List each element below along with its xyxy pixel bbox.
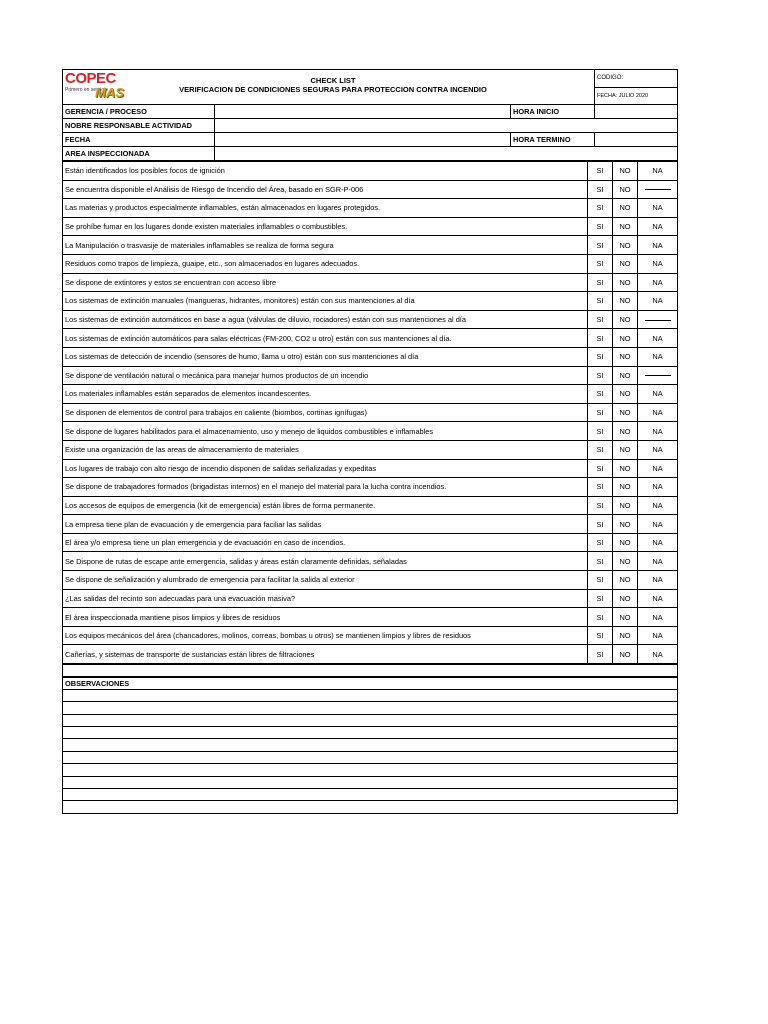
- question-text: Los sistemas de extinción automáticos en base a agua (válvulas de diluvio, rociadores) están con sus mantenciones al día: [63, 310, 588, 329]
- answer-si[interactable]: SI: [588, 626, 613, 645]
- question-text: Se dispone de extintores y estos se encuentran con acceso libre: [63, 273, 588, 292]
- answer-si[interactable]: SI: [588, 180, 613, 199]
- question-text: Cañerías, y sistemas de transporte de sustancias están libres de filtraciones: [63, 645, 588, 664]
- observaciones-input[interactable]: [63, 702, 678, 714]
- answer-no[interactable]: NO: [613, 217, 638, 236]
- answer-si[interactable]: SI: [588, 571, 613, 590]
- question-row: [63, 347, 678, 366]
- question-row: [63, 199, 678, 218]
- question-text: Existe una organización de las areas de almacenamiento de materiales: [63, 440, 588, 459]
- question-row: [63, 180, 678, 199]
- answer-si[interactable]: SI: [588, 366, 613, 385]
- question-row: [63, 236, 678, 255]
- answer-no[interactable]: NO: [613, 608, 638, 627]
- question-row: [63, 403, 678, 422]
- checklist-sheet: [62, 69, 677, 814]
- question-row: [63, 478, 678, 497]
- observaciones-input[interactable]: [63, 739, 678, 751]
- question-row: [63, 552, 678, 571]
- answer-no[interactable]: NO: [613, 347, 638, 366]
- question-text: Se dispone de lugares habilitados para el almacenamiento, uso y menejo de liquidos combustibles e inflamables: [63, 422, 588, 441]
- question-row: [63, 366, 678, 385]
- question-row: [63, 589, 678, 608]
- answer-no[interactable]: NO: [613, 533, 638, 552]
- observaciones-input[interactable]: [63, 776, 678, 788]
- answer-si[interactable]: SI: [588, 533, 613, 552]
- answer-si[interactable]: SI: [588, 478, 613, 497]
- answer-na-disabled: [638, 366, 678, 385]
- answer-si[interactable]: SI: [588, 162, 613, 181]
- answer-si[interactable]: SI: [588, 329, 613, 348]
- observaciones-input[interactable]: [63, 788, 678, 800]
- area-label: AREA INSPECCIONADA: [63, 147, 215, 161]
- answer-no[interactable]: NO: [613, 385, 638, 404]
- question-row: [63, 645, 678, 664]
- answer-na[interactable]: NA: [638, 329, 678, 348]
- answer-no[interactable]: NO: [613, 199, 638, 218]
- questions-table: [62, 161, 678, 664]
- question-row: [63, 440, 678, 459]
- question-text: Se Dispone de rutas de escape ante emergencia, salidas y áreas están claramente definidas, señaladas: [63, 552, 588, 571]
- hora-inicio-label: HORA INICIO: [511, 105, 595, 119]
- observaciones-line: [63, 776, 678, 788]
- question-row: [63, 329, 678, 348]
- question-row: [63, 254, 678, 273]
- answer-na[interactable]: NA: [638, 217, 678, 236]
- answer-si[interactable]: SI: [588, 608, 613, 627]
- answer-na[interactable]: NA: [638, 440, 678, 459]
- question-text: Los equipos mecánicos del área (chancadores, molinos, correas, bombas u otros) se mantienen limpios y libres de residuos: [63, 626, 588, 645]
- answer-na[interactable]: NA: [638, 162, 678, 181]
- answer-no[interactable]: NO: [613, 329, 638, 348]
- answer-no[interactable]: NO: [613, 180, 638, 199]
- question-row: [63, 496, 678, 515]
- observaciones-line: [63, 689, 678, 701]
- question-row: [63, 608, 678, 627]
- answer-na[interactable]: NA: [638, 292, 678, 311]
- responsable-label: NOBRE RESPONSABLE ACTIVIDAD: [63, 119, 215, 133]
- answer-na[interactable]: NA: [638, 422, 678, 441]
- answer-si[interactable]: SI: [588, 273, 613, 292]
- question-row: [63, 515, 678, 534]
- question-text: Los accesos de equipos de emergencia (kit de emergencia) están libres de forma permanente.: [63, 496, 588, 515]
- answer-no[interactable]: NO: [613, 292, 638, 311]
- answer-na[interactable]: NA: [638, 273, 678, 292]
- answer-no[interactable]: NO: [613, 515, 638, 534]
- observaciones-line: [63, 764, 678, 776]
- question-row: [63, 217, 678, 236]
- answer-no[interactable]: NO: [613, 403, 638, 422]
- answer-no[interactable]: NO: [613, 496, 638, 515]
- answer-no[interactable]: NO: [613, 626, 638, 645]
- question-text: Se dispone de señalización y alumbrado de emergencia para facilitar la salida al exterior: [63, 571, 588, 590]
- answer-na[interactable]: NA: [638, 459, 678, 478]
- logo-tagline: Primero en servicio: [65, 87, 108, 93]
- question-text: Se dispone de ventilación natural o mecánica para manejar humos productos de un incendio: [63, 366, 588, 385]
- gerencia-input[interactable]: [215, 105, 511, 119]
- dash-line: [645, 320, 671, 321]
- answer-si[interactable]: SI: [588, 552, 613, 571]
- question-row: [63, 162, 678, 181]
- answer-na[interactable]: NA: [638, 236, 678, 255]
- question-row: [63, 292, 678, 311]
- question-text: El área inspeccionada mantiene pisos limpios y libres de residuos: [63, 608, 588, 627]
- question-row: [63, 385, 678, 404]
- observaciones-input[interactable]: [63, 714, 678, 726]
- answer-si[interactable]: SI: [588, 292, 613, 311]
- question-row: [63, 626, 678, 645]
- answer-no[interactable]: NO: [613, 552, 638, 571]
- answer-na[interactable]: NA: [638, 199, 678, 218]
- observaciones-line: [63, 726, 678, 738]
- observaciones-line: [63, 801, 678, 813]
- dash-line: [645, 189, 671, 190]
- question-row: [63, 533, 678, 552]
- logo-mark: MAS: [95, 85, 124, 100]
- answer-na[interactable]: NA: [638, 533, 678, 552]
- question-text: La empresa tiene plan de evacuación y de emergencia para faciliar las salidas: [63, 515, 588, 534]
- area-input[interactable]: [215, 147, 678, 161]
- header-table: [62, 69, 678, 161]
- question-text: Se encuentra disponible el Análisis de Riesgo de Incendio del Área, basado en SGR-P-006: [63, 180, 588, 199]
- hora-termino-label: HORA TERMINO: [511, 133, 595, 147]
- question-text: Se dispone de trabajadores formados (brigadistas internos) en el manejo del material para la lucha contra incendios.: [63, 478, 588, 497]
- answer-na[interactable]: NA: [638, 385, 678, 404]
- answer-na[interactable]: NA: [638, 403, 678, 422]
- question-text: Los sistemas de extinción automáticos para salas eléctricas (FM-200, CO2 u otro) están con sus mantenciones al día.: [63, 329, 588, 348]
- answer-no[interactable]: NO: [613, 273, 638, 292]
- answer-si[interactable]: SI: [588, 310, 613, 329]
- answer-na-disabled: [638, 310, 678, 329]
- answer-na[interactable]: NA: [638, 608, 678, 627]
- question-text: El área y/o empresa tiene un plan emergencia y de evacuación en caso de incendios.: [63, 533, 588, 552]
- question-row: [63, 571, 678, 590]
- question-row: [63, 459, 678, 478]
- answer-si[interactable]: SI: [588, 217, 613, 236]
- question-row: [63, 310, 678, 329]
- answer-na[interactable]: NA: [638, 515, 678, 534]
- question-text: Los sistemas de detección de incendio (sensores de humo, llama u otro) están con sus mantenciones al día: [63, 347, 588, 366]
- observaciones-label: OBSERVACIONES: [63, 677, 678, 689]
- observaciones-line: [63, 714, 678, 726]
- answer-na[interactable]: NA: [638, 478, 678, 497]
- answer-no[interactable]: NO: [613, 254, 638, 273]
- answer-na[interactable]: NA: [638, 552, 678, 571]
- answer-no[interactable]: NO: [613, 645, 638, 664]
- fecha-doc-cell: FECHA: JULIO 2020: [595, 87, 678, 105]
- question-text: Se prohíbe fumar en los lugares donde existen materiales inflamables o combustibles.: [63, 217, 588, 236]
- observaciones-input[interactable]: [63, 751, 678, 763]
- question-row: [63, 273, 678, 292]
- title-line-1: CHECK LIST: [310, 76, 356, 85]
- question-text: Se disponen de elementos de control para trabajos en caliente (biombos, cortinas ignífugas): [63, 403, 588, 422]
- gerencia-label: GERENCIA / PROCESO: [63, 105, 215, 119]
- observaciones-input[interactable]: [63, 726, 678, 738]
- answer-si[interactable]: SI: [588, 236, 613, 255]
- observaciones-input[interactable]: [63, 801, 678, 813]
- answer-na[interactable]: NA: [638, 254, 678, 273]
- answer-no[interactable]: NO: [613, 589, 638, 608]
- observaciones-line: [63, 739, 678, 751]
- dash-line: [645, 375, 671, 376]
- question-text: ¿Las salidas del recinto son adecuadas para una evacuación masiva?: [63, 589, 588, 608]
- answer-si[interactable]: SI: [588, 515, 613, 534]
- answer-si[interactable]: SI: [588, 645, 613, 664]
- question-text: La Manipulación o trasvasije de materiales inflamables se realiza de forma segura: [63, 236, 588, 255]
- fecha-input[interactable]: [215, 133, 511, 147]
- observaciones-table: [62, 664, 678, 814]
- question-text: Los lugares de trabajo con alto riesgo de incendio disponen de salidas señalizadas y expeditas: [63, 459, 588, 478]
- codigo-cell: CODIGO:: [595, 70, 678, 88]
- answer-no[interactable]: NO: [613, 478, 638, 497]
- title-line-2: VERIFICACION DE CONDICIONES SEGURAS PARA PROTECCION CONTRA INCENDIO: [179, 85, 487, 94]
- answer-si[interactable]: SI: [588, 496, 613, 515]
- observaciones-line: [63, 788, 678, 800]
- question-text: Los materiales inflamables están separados de elementos incandescentes.: [63, 385, 588, 404]
- observaciones-input[interactable]: [63, 764, 678, 776]
- answer-si[interactable]: SI: [588, 589, 613, 608]
- answer-na[interactable]: NA: [638, 645, 678, 664]
- answer-na[interactable]: NA: [638, 589, 678, 608]
- question-text: Residuos como trapos de limpieza, guaipe, etc., son almacenados en lugares adecuados.: [63, 254, 588, 273]
- question-row: [63, 422, 678, 441]
- question-text: Las materias y productos especialmente inflamables, están almacenados en lugares protegidos.: [63, 199, 588, 218]
- answer-no[interactable]: NO: [613, 422, 638, 441]
- answer-na[interactable]: NA: [638, 496, 678, 515]
- answer-na[interactable]: NA: [638, 626, 678, 645]
- answer-si[interactable]: SI: [588, 440, 613, 459]
- fecha-label: FECHA: [63, 133, 215, 147]
- answer-no[interactable]: NO: [613, 440, 638, 459]
- observaciones-line: [63, 751, 678, 763]
- answer-no[interactable]: NO: [613, 571, 638, 590]
- document-title: [163, 76, 503, 94]
- answer-no[interactable]: NO: [613, 310, 638, 329]
- title-cell: [63, 70, 595, 105]
- answer-na-disabled: [638, 180, 678, 199]
- question-text: Están identificados los posibles focos de ignición: [63, 162, 588, 181]
- answer-no[interactable]: NO: [613, 236, 638, 255]
- question-text: Los sistemas de extinción manuales (mangueras, hidrantes, monitores) están con sus mantenciones al día: [63, 292, 588, 311]
- answer-na[interactable]: NA: [638, 571, 678, 590]
- answer-na[interactable]: NA: [638, 347, 678, 366]
- hora-inicio-input[interactable]: [595, 105, 678, 119]
- hora-termino-input[interactable]: [595, 133, 678, 147]
- responsable-input[interactable]: [215, 119, 678, 133]
- observaciones-input[interactable]: [63, 689, 678, 701]
- logo-brand: COPEC: [65, 70, 116, 87]
- answer-si[interactable]: SI: [588, 254, 613, 273]
- answer-no[interactable]: NO: [613, 459, 638, 478]
- answer-si[interactable]: SI: [588, 385, 613, 404]
- observaciones-line: [63, 702, 678, 714]
- answer-si[interactable]: SI: [588, 459, 613, 478]
- answer-si[interactable]: SI: [588, 199, 613, 218]
- spacer-row: [63, 665, 678, 677]
- answer-si[interactable]: SI: [588, 347, 613, 366]
- answer-si[interactable]: SI: [588, 403, 613, 422]
- answer-si[interactable]: SI: [588, 422, 613, 441]
- answer-no[interactable]: NO: [613, 162, 638, 181]
- answer-no[interactable]: NO: [613, 366, 638, 385]
